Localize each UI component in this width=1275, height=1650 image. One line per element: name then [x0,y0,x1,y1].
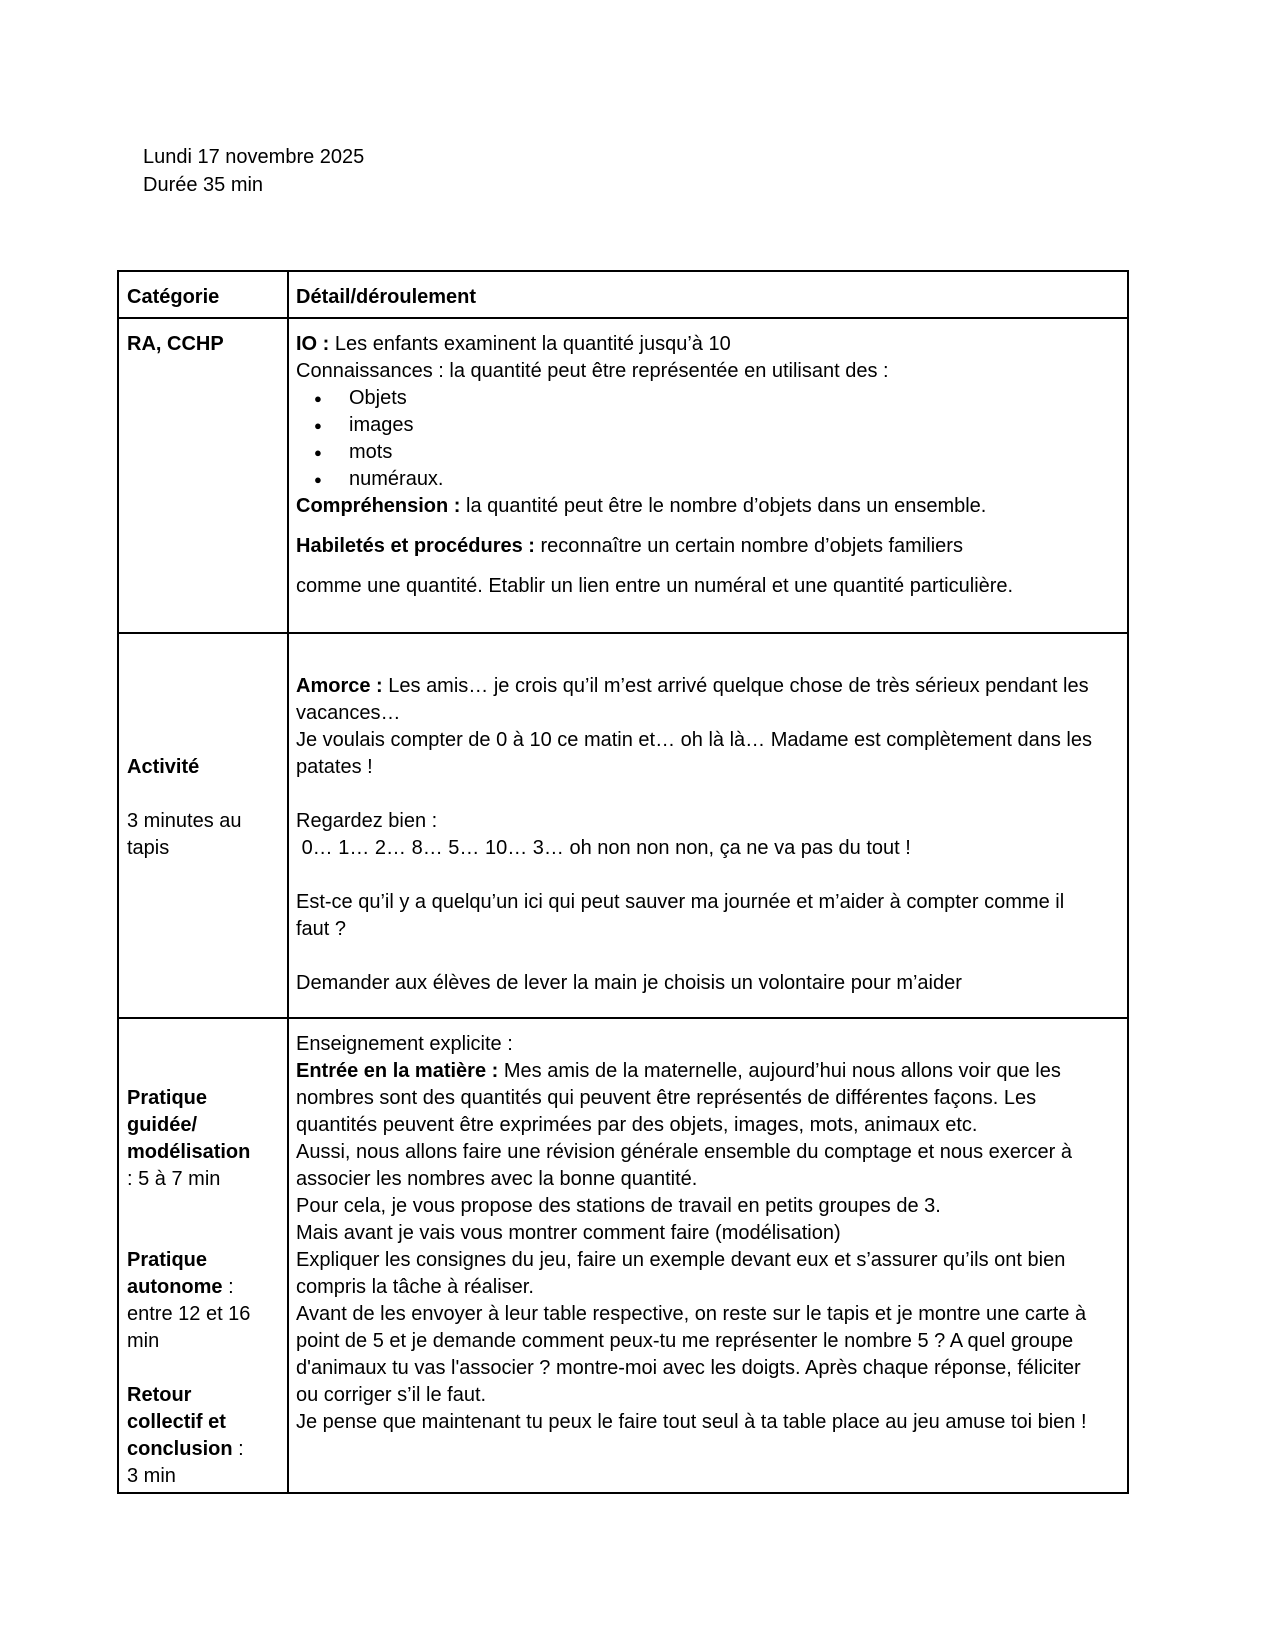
text-run: Les enfants examinent la quantité jusqu’à 10 [329,333,731,355]
blank-line [296,781,1099,808]
paragraph [296,533,1099,560]
bold-run: autonome [127,1276,223,1298]
paragraph [296,493,1099,520]
text-run: Aussi, nous allons faire une révision générale ensemble du comptage et nous exercer à associer les nombres avec la bonne quantité. [296,1141,1078,1190]
paragraph [296,331,1099,358]
blank-line [296,862,1099,889]
text-run: Pour cela, je vous propose des stations de travail en petits groupes de 3. [296,1195,941,1217]
bullet-icon: ● [314,418,322,433]
paragraph [296,1031,1099,1058]
text-run: min [127,1330,160,1352]
paragraph [296,835,1099,862]
paragraph [127,1166,275,1193]
lesson-plan-table [117,270,1129,1494]
blank-line [296,943,1099,970]
column-header-category: Catégorie [118,271,288,318]
bullet-icon: ● [314,445,322,460]
blank-line [127,1193,275,1220]
paragraph [127,331,275,358]
blank-line [127,646,275,673]
bold-run: Compréhension : [296,495,461,517]
paragraph [127,1436,275,1463]
cell-row2-category [118,633,288,1018]
text-run: Connaissances : la quantité peut être représentée en utilisant des : [296,360,889,382]
bullet-text: images [349,414,414,436]
text-run: Je voulais compter de 0 à 10 ce matin et… oh là là… Madame est complètement dans les patates ! [296,729,1098,778]
bullet-item [296,412,1099,439]
bold-run: IO : [296,333,330,355]
bullet-item [296,385,1099,412]
paragraph [127,1112,275,1139]
bold-run: Pratique [127,1249,208,1271]
table-row-activite [118,633,1128,1018]
table-row-ra-cchp [118,318,1128,633]
bold-run: modélisation [127,1141,251,1163]
paragraph [127,1139,275,1166]
text-run: reconnaître un certain nombre d’objets familiers [534,535,963,557]
text-run: : [222,1276,234,1298]
duration-line: Durée 35 min [143,174,264,196]
blank-line [127,1220,275,1247]
text-run: la quantité peut être le nombre d’objets dans un ensemble. [460,495,987,517]
paragraph [296,573,1099,600]
paragraph [127,1247,275,1274]
bold-run: collectif et [127,1411,226,1433]
paragraph [296,1058,1099,1139]
cell-row3-detail [288,1018,1128,1493]
bullet-item [296,439,1099,466]
paragraph [296,1301,1099,1409]
paragraph [127,808,275,862]
paragraph [127,1274,275,1301]
blank-line [127,727,275,754]
bullet-icon: ● [314,391,322,406]
bold-run: Amorce : [296,675,383,697]
text-run: 3 minutes au tapis [127,810,248,859]
bullet-item [296,466,1099,493]
blank-line [127,1058,275,1085]
paragraph [127,1409,275,1436]
bold-run: RA, CCHP [127,333,224,355]
paragraph [296,1193,1099,1220]
cell-row2-detail [288,633,1128,1018]
table-row-pratique [118,1018,1128,1493]
paragraph [296,358,1099,385]
text-run: Demander aux élèves de lever la main je choisis un volontaire pour m’aider [296,972,962,994]
blank-line [296,646,1099,673]
bold-run: Habiletés et procédures : [296,535,535,557]
cell-row1-detail [288,318,1128,633]
bullet-text: Objets [349,387,407,409]
text-run: 3 min [127,1465,176,1487]
bold-run: Entrée en la matière : [296,1060,499,1082]
blank-line [127,1355,275,1382]
bold-run: guidée/ [127,1114,198,1136]
bullet-text: numéraux. [349,468,444,490]
text-run: : [232,1438,244,1460]
blank-line [127,1031,275,1058]
paragraph [127,1382,275,1409]
text-run: Est-ce qu’il y a quelqu’un ici qui peut sauver ma journée et m’aider à compter comme il faut ? [296,891,1070,940]
text-run: comme une quantité. Etablir un lien entre un numéral et une quantité particulière. [296,575,1014,597]
bold-run: conclusion [127,1438,233,1460]
text-run: Les amis… je crois qu’il m’est arrivé quelque chose de très sérieux pendant les vacances… [296,675,1095,724]
blank-line [127,700,275,727]
text-run: Regardez bien : [296,810,438,832]
paragraph [296,1409,1099,1436]
text-run: Je pense que maintenant tu peux le faire tout seul à ta table place au jeu amuse toi bien ! [296,1411,1087,1433]
text-run: Expliquer les consignes du jeu, faire un exemple devant eux et s’assurer qu’ils ont bien compris la tâche à réaliser. [296,1249,1071,1298]
text-run: entre 12 et 16 [127,1303,251,1325]
blank-line [127,673,275,700]
text-run: Avant de les envoyer à leur table respective, on reste sur le tapis et je montre une carte à point de 5 et je demande comment peux-tu me représenter le nombre 5 ? A quel groupe d'animaux tu vas l'associer ? montre-moi avec les doigts. Après chaque réponse, féliciter ou corriger s’il le faut. [296,1303,1092,1406]
text-run: 0… 1… 2… 8… 5… 10… 3… oh non non non, ça ne va pas du tout ! [296,837,911,859]
cell-row3-category [118,1018,288,1493]
bold-run: Pratique [127,1087,208,1109]
text-run: Enseignement explicite : [296,1033,513,1055]
cell-row1-category [118,318,288,633]
paragraph [296,1247,1099,1301]
paragraph [296,808,1099,835]
paragraph [296,970,1099,997]
column-header-detail: Détail/déroulement [288,271,1128,318]
paragraph [127,1463,275,1490]
bold-run: Retour [127,1384,192,1406]
paragraph [296,727,1099,781]
paragraph [296,1220,1099,1247]
paragraph [296,1139,1099,1193]
bullet-text: mots [349,441,393,463]
text-run: Mes amis de la maternelle, aujourd’hui nous allons voir que les nombres sont des quantités qui peuvent être représentés de différentes façons. Les quantités peuvent être exprimées par des objets, images, mots, animaux etc. [296,1060,1067,1136]
blank-line [127,781,275,808]
paragraph [296,673,1099,727]
paragraph [296,889,1099,943]
bullet-icon: ● [314,472,322,487]
paragraph [127,754,275,781]
paragraph [127,1301,275,1328]
date-line: Lundi 17 novembre 2025 [143,146,365,168]
text-run: Mais avant je vais vous montrer comment faire (modélisation) [296,1222,841,1244]
document-header [143,143,364,199]
paragraph [127,1085,275,1112]
text-run: : 5 à 7 min [127,1168,221,1190]
table-header-row [118,271,1128,318]
paragraph [127,1328,275,1355]
bold-run: Activité [127,756,200,778]
